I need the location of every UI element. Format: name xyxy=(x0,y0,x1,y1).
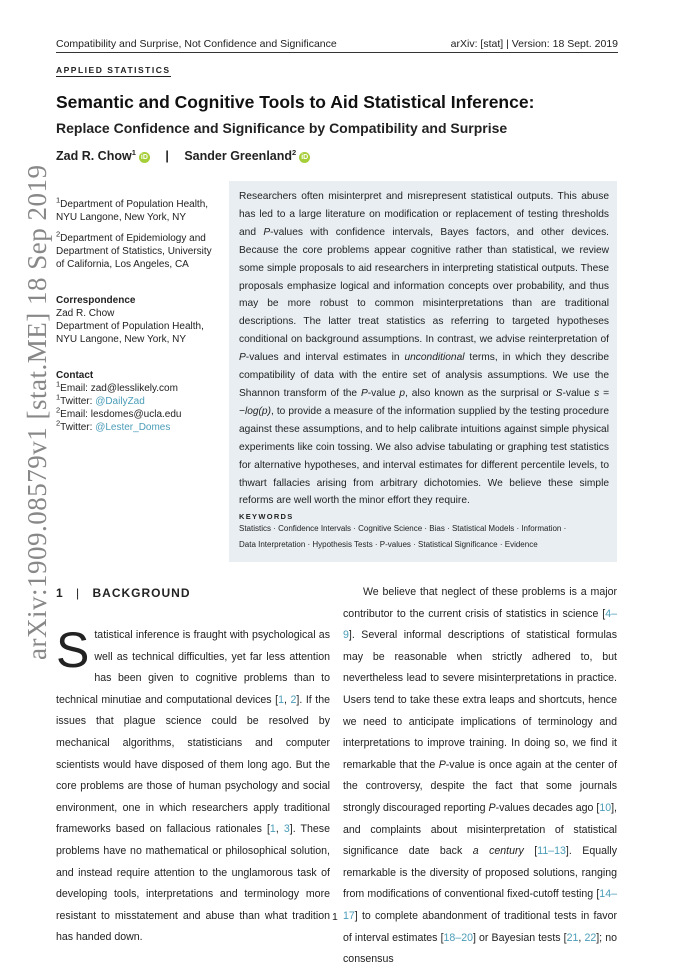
orcid-icon[interactable]: iD xyxy=(301,154,309,161)
abstract-seg: terms, in which they describe compatibility of data with the entire set of analysis assumptions. We use the Shannon transform of the xyxy=(239,352,609,399)
body-seg: We believe that neglect of these problems is a major contributor to the current crisis of statistics in science [ xyxy=(343,586,617,620)
citation-dash: – xyxy=(455,931,462,944)
keywords-line: Data Interpretation · Hypothesis Tests · P-values · Statistical Significance · Evidence xyxy=(239,540,538,549)
contact-label: Email: xyxy=(60,409,91,420)
arxiv-stamp: arXiv:1909.08579v1 [stat.ME] 18 Sep 2019 xyxy=(22,164,52,660)
contact-label: Email: xyxy=(60,383,91,394)
contact-label: Twitter: xyxy=(60,396,96,407)
body-seg: -value is once again at the center of the controversy, despite the fact that some journals strongly discouraged reporting xyxy=(343,758,618,814)
citation-dash: – xyxy=(548,845,555,858)
body-italic: P xyxy=(488,801,496,814)
body-seg: ]. Equally remarkable is the diversity of proposed solutions, ranging from modifications of conventional fixed-cutoff testing [ xyxy=(343,845,618,901)
abstract-box xyxy=(229,181,617,562)
abstract-seg: -value xyxy=(367,387,400,399)
citation-link[interactable]: 14 xyxy=(599,888,612,901)
contact-twitter-1 xyxy=(56,392,216,408)
header-rule xyxy=(56,52,618,53)
citation-link[interactable]: 22 xyxy=(584,931,597,944)
abstract-italic: P xyxy=(360,387,368,399)
contact-twitter-2 xyxy=(56,418,216,434)
correspondence-block xyxy=(56,294,216,346)
author-sup: 2 xyxy=(292,147,297,157)
paper-title: Semantic and Cognitive Tools to Aid Statistical Inference: xyxy=(56,92,535,112)
contact-email-1 xyxy=(56,379,216,395)
section-heading xyxy=(56,586,191,600)
abstract-seg: -values with confidence intervals, Bayes factors, and other devices. Because the core problems appear cognitive rather than statistical, we review some simple proposals to aid researchers in interpreting statistical outputs. These proposals emphasize logical and information concepts over probability, and thus may be more robust to common misinterpretations than are traditional descriptions. The latter treat statistics as referring to targeted hypotheses conditional on background assumptions. In contrast, we advise reinterpretation of xyxy=(239,226,610,346)
running-header-left: Compatibility and Surprise, Not Confidence and Significance xyxy=(56,38,337,50)
citation-link[interactable]: 10 xyxy=(599,801,612,814)
abstract-text xyxy=(239,188,609,510)
citation-link[interactable]: 18 xyxy=(443,931,456,944)
citation-link[interactable]: 1 xyxy=(269,823,276,836)
keywords-heading: KEYWORDS xyxy=(239,512,294,521)
body-seg: ] or Bayesian tests [ xyxy=(473,931,567,944)
body-italic: a century xyxy=(472,845,524,858)
abstract-italic: s = −log(p) xyxy=(239,387,609,417)
body-seg: [ xyxy=(523,845,538,858)
citation-link[interactable]: 9 xyxy=(343,629,349,642)
page-number: 1 xyxy=(332,911,338,923)
citation-link[interactable]: 17 xyxy=(343,909,355,922)
running-header-right: arXiv: [stat] | Version: 18 Sept. 2019 xyxy=(450,38,618,50)
author-name: Sander Greenland xyxy=(184,149,293,163)
abstract-seg: Researchers often misinterpret and misrepresent statistical outputs. This abuse has led to a large literature on modification or replacement of testing thresholds and xyxy=(239,191,609,238)
twitter-link[interactable]: @Lester_Domes xyxy=(95,422,171,433)
affiliation-2 xyxy=(56,229,216,271)
body-seg: , xyxy=(275,823,284,836)
author-sup: 1 xyxy=(131,147,136,157)
aff-sup: 1 xyxy=(56,195,61,205)
drop-cap: S xyxy=(56,622,90,678)
citation-link[interactable]: 2 xyxy=(290,693,297,706)
citation-dash: – xyxy=(611,607,617,620)
body-seg: ]; no consensus xyxy=(343,931,617,966)
abstract-italic: P xyxy=(239,352,246,364)
contact-sup: 2 xyxy=(56,418,61,428)
body-seg: , xyxy=(578,931,585,944)
correspondence-heading: Correspondence xyxy=(56,295,136,306)
abstract-seg: -value xyxy=(562,387,595,399)
body-seg: ]. Several informal descriptions of statistical formulas may be reasonable when strictly adhered to, but nevertheless lead to severe misinterpretations in practice. Users tend to take these extra leaps and shortcuts, hence we need to anticipate implications of terminology and interpretations to improve training. In doing so, we find it remarkable that the xyxy=(343,629,617,771)
body-right-column xyxy=(343,582,617,971)
aff-text: Department of Population Health, NYU Langone, New York, NY xyxy=(56,199,209,223)
paper-subtitle: Replace Confidence and Significance by Compatibility and Surprise xyxy=(56,120,508,136)
affiliation-1 xyxy=(56,195,216,224)
body-seg: ], and complaints about misinterpretation of statistical significance date back xyxy=(343,801,617,858)
abstract-italic: P xyxy=(263,226,271,238)
author-line xyxy=(56,149,310,163)
abstract-seg: , also known as the surprisal or xyxy=(405,387,556,399)
abstract-italic: S xyxy=(555,387,563,399)
section-separator: | xyxy=(76,586,81,600)
correspondence-line: Department of Population Health, xyxy=(56,321,204,332)
email-link[interactable]: lesdomes@ucla.edu xyxy=(90,409,182,420)
aff-text: Department of Epidemiology and Department of Statistics, University of California, Los Angeles, CA xyxy=(56,233,212,270)
body-seg: -values decades ago [ xyxy=(495,801,600,814)
citation-link[interactable]: 21 xyxy=(566,931,579,944)
correspondence-line: NYU Langone, New York, NY xyxy=(56,334,187,345)
author-name: Zad R. Chow xyxy=(56,149,132,163)
orcid-icon[interactable]: iD xyxy=(140,154,148,161)
citation-link[interactable]: 11 xyxy=(537,845,549,858)
abstract-seg: -values and interval estimates in xyxy=(245,352,405,364)
author-separator: | xyxy=(165,149,169,163)
body-left-column xyxy=(56,622,330,949)
contact-block xyxy=(56,369,216,434)
body-italic: P xyxy=(438,758,446,771)
body-seg: tatistical inference is fraught with psychological as well as technical difficulties, yet far less attention has been given to cognitive problems than to technical minutiae and computational devices [ xyxy=(56,629,330,706)
category-label: APPLIED STATISTICS xyxy=(56,65,171,75)
citation-link[interactable]: 20 xyxy=(461,931,474,944)
contact-label: Twitter: xyxy=(60,422,96,433)
email-link[interactable]: zad@lesslikely.com xyxy=(90,383,178,394)
contact-email-2 xyxy=(56,405,216,421)
section-number: 1 xyxy=(56,586,64,600)
twitter-link[interactable]: @DailyZad xyxy=(95,396,145,407)
contact-sup: 2 xyxy=(56,405,61,415)
citation-link[interactable]: 3 xyxy=(283,823,290,836)
section-title: BACKGROUND xyxy=(92,586,191,600)
contact-heading: Contact xyxy=(56,370,94,381)
citation-link[interactable]: 1 xyxy=(278,693,284,706)
abstract-italic: unconditional xyxy=(404,352,465,364)
body-seg: ] to complete abandonment of traditional tests in favor of interval estimates [ xyxy=(343,909,617,944)
body-seg: ]. These problems have no mathematical or philosophical solution, and instead require attention to the unglamorous task of developing tools, interpretations and terminology more resistant to misstatement and abuse than what tradition has handed down. xyxy=(56,823,330,944)
contact-sup: 1 xyxy=(56,392,61,402)
abstract-seg: , to provide a measure of the information supplied by the testing procedure against these assumptions, and to help calibrate intuitions against simple physical experiments like coin tossing. We also advise tabulating or graphing test statistics for alternative hypotheses, and interval estimates for different percentile levels, to thwart fallacies arising from arbitrary dichotomies. We believe these simple reforms are well worth the minor effort they require. xyxy=(239,405,609,507)
correspondence-name: Zad R. Chow xyxy=(56,308,115,319)
aff-sup: 2 xyxy=(56,229,61,239)
body-seg: , xyxy=(284,693,291,706)
citation-link[interactable]: 4 xyxy=(605,607,612,620)
keywords-line: Statistics · Confidence Intervals · Cognitive Science · Bias · Statistical Models · Information · xyxy=(239,524,567,533)
abstract-italic: p xyxy=(399,387,406,399)
citation-link[interactable]: 13 xyxy=(554,845,566,858)
citation-dash: – xyxy=(611,888,617,901)
contact-sup: 1 xyxy=(56,379,61,389)
body-seg: ]. If the issues that plague science could be resolved by mechanical algorithms, statisticians and computer scientists would have disposed of them long ago. But the core problems are those of human psychology and social environment, one in which researchers apply traditional frameworks based on fallacious rationales [ xyxy=(56,693,330,836)
